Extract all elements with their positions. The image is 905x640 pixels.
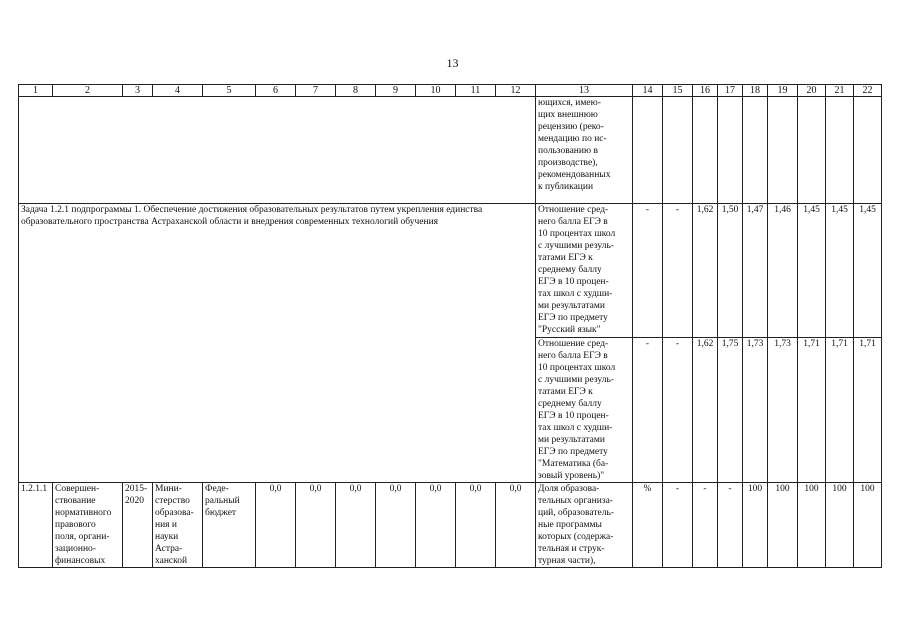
period-cell: 2015- 2020: [123, 483, 153, 568]
col-header: 17: [718, 85, 743, 97]
table-cell: [826, 97, 854, 204]
value-cell: -: [663, 338, 693, 483]
indicator-name-cell: Отношение сред- него балла ЕГЭ в 10 процентах школ с лучшими резуль- татами ЕГЭ к среднему баллу ЕГЭ в 10 процен- тах школ с худши- ми результатами ЕГЭ по предмету "Математика (ба- зовый уровень)": [536, 338, 633, 483]
col-header: 10: [416, 85, 456, 97]
measure-name-cell: Совершен- ствование нормативного правового поля, органи- зационно- финансовых: [53, 483, 123, 568]
value-cell: 1,71: [798, 338, 826, 483]
task-description: Задача 1.2.1 подпрограммы 1. Обеспечение достижения образовательных результатов путем укрепления единства образовательного пространства Астраханской области и внедрения современных технологий обучения: [19, 204, 536, 483]
value-cell: 1,46: [768, 204, 798, 338]
col-header: 15: [663, 85, 693, 97]
value-cell: 0,0: [336, 483, 376, 568]
page-number: 13: [446, 56, 459, 70]
table-cell: [798, 97, 826, 204]
value-cell: 100: [743, 483, 768, 568]
col-header: 6: [256, 85, 296, 97]
program-table: [18, 84, 882, 568]
executor-cell: Мини- стерство образова- ния и науки Астра- ханской: [153, 483, 203, 568]
col-header: 9: [376, 85, 416, 97]
value-cell: 1,45: [854, 204, 882, 338]
indicator-name-cell: Отношение сред- него балла ЕГЭ в 10 процентах школ с лучшими резуль- татами ЕГЭ к среднему баллу ЕГЭ в 10 процен- тах школ с худши- ми результатами ЕГЭ по предмету "Русский язык": [536, 204, 633, 338]
value-cell: 0,0: [376, 483, 416, 568]
value-cell: -: [663, 204, 693, 338]
value-cell: -: [633, 338, 663, 483]
col-header: 11: [456, 85, 496, 97]
value-cell: 1,45: [798, 204, 826, 338]
value-cell: 100: [768, 483, 798, 568]
indicator-name-cell: ющихся, имею- щих внешнюю рецензию (реко- мендацию по ис- пользованию в производстве), рекомендованных к публикации: [536, 97, 633, 204]
value-cell: 1,45: [826, 204, 854, 338]
col-header: 14: [633, 85, 663, 97]
table-row-task-indicator-1: [19, 204, 882, 338]
col-header: 5: [203, 85, 256, 97]
value-cell: -: [633, 204, 663, 338]
col-header: 4: [153, 85, 203, 97]
value-cell: 0,0: [496, 483, 536, 568]
value-cell: 1,47: [743, 204, 768, 338]
value-cell: 0,0: [456, 483, 496, 568]
value-cell: 1,71: [854, 338, 882, 483]
value-cell: 1,50: [718, 204, 743, 338]
funding-source-cell: Феде- ральный бюджет: [203, 483, 256, 568]
value-cell: 1,75: [718, 338, 743, 483]
col-header: 19: [768, 85, 798, 97]
value-cell: 1,62: [693, 204, 718, 338]
value-cell: 0,0: [256, 483, 296, 568]
header-row: [19, 85, 882, 97]
col-header: 22: [854, 85, 882, 97]
value-cell: -: [718, 483, 743, 568]
col-header: 3: [123, 85, 153, 97]
table-cell: [663, 97, 693, 204]
unit-cell: %: [633, 483, 663, 568]
col-header: 7: [296, 85, 336, 97]
col-header: 12: [496, 85, 536, 97]
col-header: 18: [743, 85, 768, 97]
value-cell: -: [663, 483, 693, 568]
indicator-name-cell: Доля образова- тельных организа- ций, образователь- ные программы которых (содержа- тельная и струк- турная части),: [536, 483, 633, 568]
value-cell: 1,73: [768, 338, 798, 483]
table-cell: [718, 97, 743, 204]
table-row-1-2-1-1: [19, 483, 882, 568]
value-cell: 1,73: [743, 338, 768, 483]
value-cell: 0,0: [416, 483, 456, 568]
value-cell: 100: [798, 483, 826, 568]
value-cell: 0,0: [296, 483, 336, 568]
col-header: 21: [826, 85, 854, 97]
col-header: 16: [693, 85, 718, 97]
value-cell: 1,71: [826, 338, 854, 483]
table-cell: [693, 97, 718, 204]
empty-span-cell: [19, 97, 536, 204]
table-cell: [768, 97, 798, 204]
col-header: 1: [19, 85, 53, 97]
col-header: 13: [536, 85, 633, 97]
row-number-cell: 1.2.1.1: [19, 483, 53, 568]
col-header: 2: [53, 85, 123, 97]
value-cell: 1,62: [693, 338, 718, 483]
table-cell: [854, 97, 882, 204]
table-cell: [743, 97, 768, 204]
table-cell: [633, 97, 663, 204]
table-row-continuation: [19, 97, 882, 204]
value-cell: 100: [826, 483, 854, 568]
value-cell: -: [693, 483, 718, 568]
col-header: 8: [336, 85, 376, 97]
col-header: 20: [798, 85, 826, 97]
value-cell: 100: [854, 483, 882, 568]
